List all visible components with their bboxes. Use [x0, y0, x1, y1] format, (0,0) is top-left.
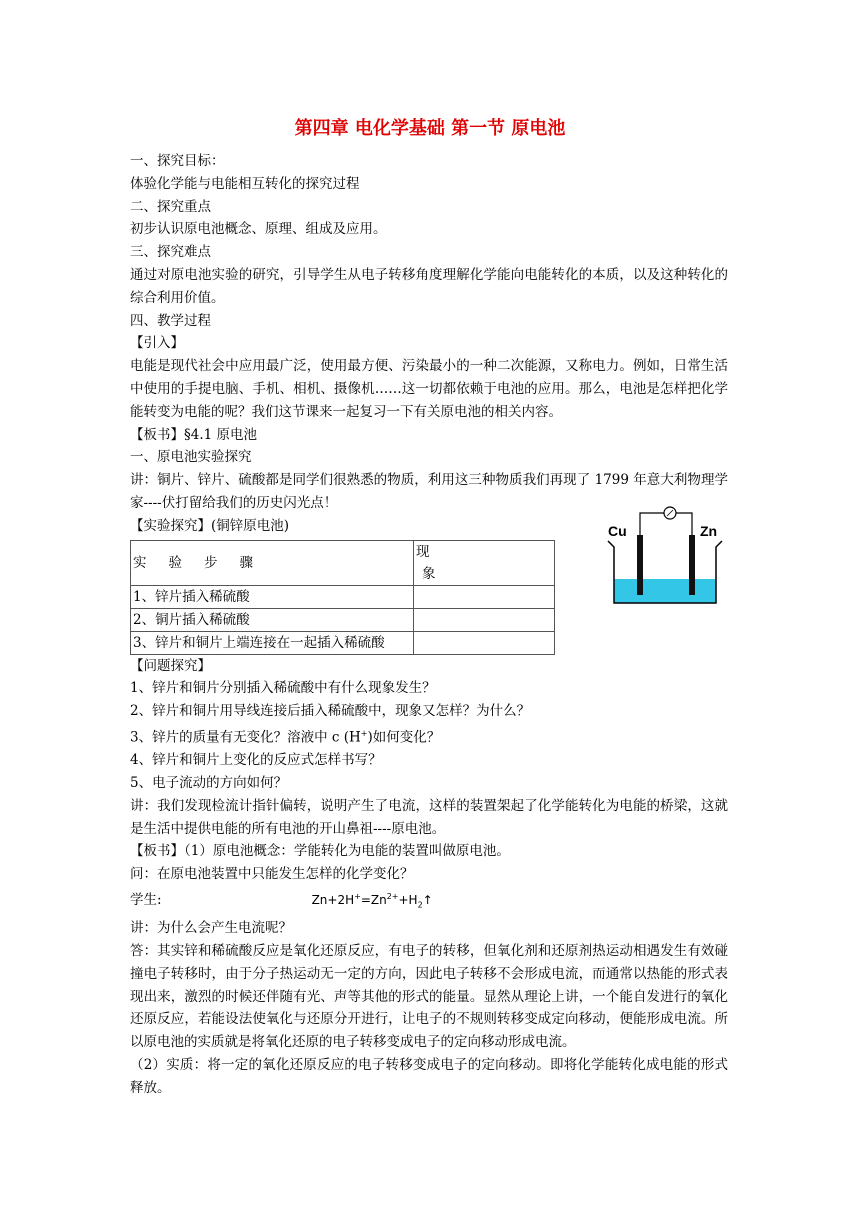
reaction-equation — [162, 892, 433, 910]
step-cell: 3、锌片和铜片上端连接在一起插入稀硫酸 — [131, 631, 414, 654]
table-row — [131, 585, 555, 608]
phenomenon-header-1: 现 — [416, 543, 430, 560]
experiment-table — [130, 540, 555, 655]
board-heading-1: 【板书】§4.1 原电池 — [130, 426, 258, 443]
board-heading-2: 【板书】（1）原电池概念：学能转化为电能的装置叫做原电池。 — [130, 843, 510, 860]
goal-heading-2: 二、探究重点 — [130, 198, 211, 215]
question-ask: 问：在原电池装置中只能发生怎样的化学变化？ — [130, 866, 414, 883]
question-3-part-b: )如何变化？ — [367, 729, 441, 746]
question-2: 2、锌片和铜片用导线连接后插入稀硫酸中，现象又怎样？为什么？ — [130, 703, 531, 720]
step-header-text: 实验步骤 — [133, 554, 275, 571]
talk-paragraph-1: 讲：铜片、锌片、硫酸都是同学们很熟悉的物质，利用这三种物质我们再现了 1799 年意大利物理学家----伏打留给我们的历史闪光点！ — [130, 472, 728, 511]
gas-arrow: ↑ — [422, 893, 433, 908]
equation-part: Zn+2H — [311, 893, 355, 908]
copper-electrode — [637, 535, 643, 595]
table-row — [131, 631, 555, 654]
step-cell: 1、锌片插入稀硫酸 — [131, 585, 414, 608]
section-heading-1: 一、原电池实验探究 — [130, 449, 252, 466]
experiment-heading: 【实验探究】(铜锌原电池) — [130, 517, 290, 534]
galvanic-cell-diagram — [606, 503, 732, 609]
question-4: 4、锌片和铜片上变化的反应式怎样书写？ — [130, 752, 382, 769]
question-3-part-a: 3、锌片的质量有无变化？溶液中 c (H — [130, 729, 361, 746]
talk-paragraph-2: 讲：我们发现检流计指针偏转，说明产生了电流，这样的装置架起了化学能转化为电能的桥梁，这就是生活中提供电能的所有电池的开山鼻祖----原电池。 — [130, 797, 728, 837]
question-3-superscript: + — [360, 728, 368, 738]
table-row — [131, 608, 555, 631]
equation-superscript: 2+ — [386, 892, 399, 902]
phenomenon-header-2: 象 — [422, 565, 436, 582]
phenomenon-header-cell — [414, 540, 555, 585]
intro-text: 电能是现代社会中应用最广泛，使用最方便、污染最小的一种二次能源，又称电力。例如，日常生活中使用的手提电脑、手机、相机、摄像机……这一切都依赖于电池的应用。那么，电池是怎样把化学能转变为电能的呢？我们这节课来一起复习一下有关原电池的相关内容。 — [130, 358, 728, 420]
zinc-electrode — [689, 535, 695, 595]
questions-tag: 【问题探究】 — [130, 657, 211, 674]
question-1: 1、锌片和铜片分别插入稀硫酸中有什么现象发生？ — [130, 680, 436, 697]
student-line — [130, 886, 730, 917]
phenomenon-cell[interactable] — [414, 631, 555, 654]
page-title: 第四章 电化学基础 第一节 原电池 — [294, 118, 566, 139]
answer-paragraph: 答：其实锌和稀硫酸反应是氧化还原反应，有电子的转移，但氧化剂和还原剂热运动相遇发生有效碰撞电子转移时，由于分子热运动无一定的方向，因此电子转移不会形成电流，而通常以热能的形式表现出来，激烈的时候还伴随有光、声等其他的形式的能量。显然从理论上讲，一个能自发进行的氧化还原反应，若能设法使氧化与还原分开进行，让电子的不规则转移变成定向移动，便能形成电流。所以原电池的实质就是将氧化还原的电子转移变成电子的定向移动形成电流。 — [130, 943, 728, 1051]
goal-heading-3: 三、探究难点 — [130, 244, 211, 261]
student-label: 学生: — [130, 892, 162, 909]
phenomenon-cell[interactable] — [414, 585, 555, 608]
equation-part: +H — [398, 893, 418, 908]
electrolyte-solution — [614, 579, 716, 603]
equation-part: =Zn — [360, 893, 387, 908]
goal-text-3: 通过对原电池实验的研究，引导学生从电子转移角度理解化学能向电能转化的本质，以及这种转化的综合利用价值。 — [130, 266, 728, 306]
talk-paragraph-3: 讲：为什么会产生电流呢？ — [130, 920, 292, 937]
copper-label: Cu — [608, 522, 627, 539]
table-header-row — [131, 540, 555, 585]
equation-subscript: 2 — [417, 900, 423, 910]
goal-heading-1: 一、探究目标： — [130, 153, 225, 169]
document-page — [130, 118, 730, 1100]
goal-text-2: 初步认识原电池概念、原理、组成及应用。 — [130, 221, 387, 238]
experiment-section — [130, 515, 730, 655]
step-cell: 2、铜片插入稀硫酸 — [131, 608, 414, 631]
essence-paragraph: （2）实质：将一定的氧化还原反应的电子转移变成电子的定向移动。即将化学能转化成电能的形式释放。 — [130, 1056, 728, 1096]
question-3 — [130, 723, 730, 749]
intro-tag: 【引入】 — [130, 335, 184, 352]
goal-text-1: 体验化学能与电能相互转化的探究过程 — [130, 175, 360, 192]
zinc-label: Zn — [700, 522, 718, 539]
phenomenon-cell[interactable] — [414, 608, 555, 631]
equation-superscript: + — [354, 892, 361, 902]
goal-heading-4: 四、教学过程 — [130, 312, 211, 329]
question-5: 5、电子流动的方向如何？ — [130, 775, 288, 792]
step-header-cell — [131, 540, 414, 585]
